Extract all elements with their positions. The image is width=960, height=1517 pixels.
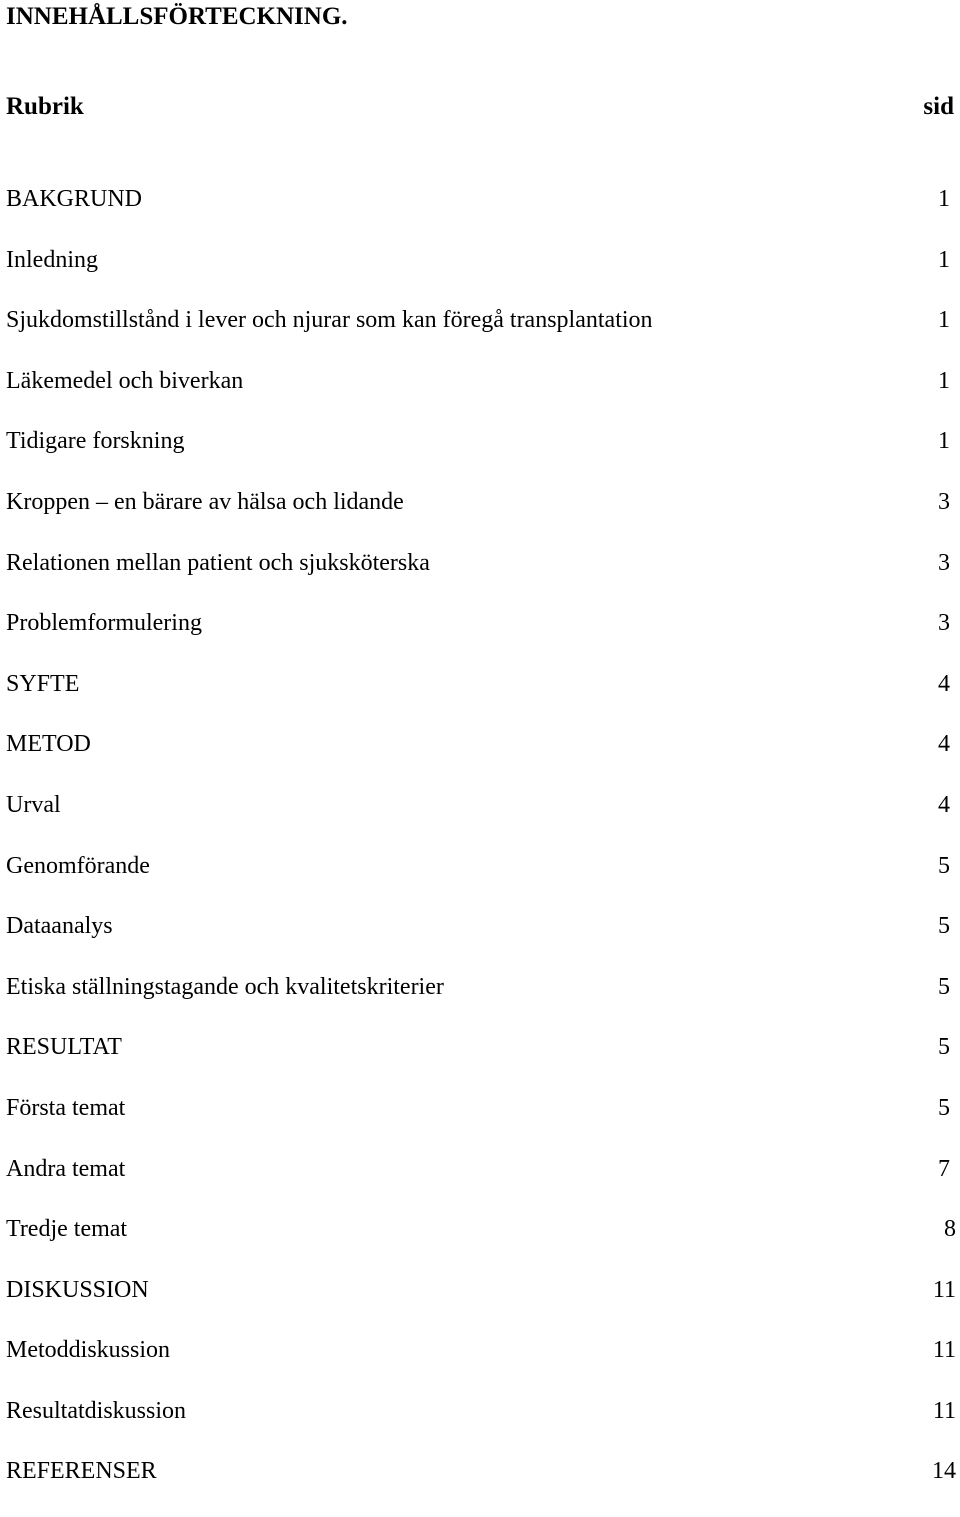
toc-entry-page: 4 [938, 731, 950, 758]
toc-entry-title: Inledning [6, 246, 98, 273]
toc-entry-page: 8 [944, 1216, 956, 1243]
toc-entry [6, 245, 956, 306]
toc-entry-title: BAKGRUND [6, 186, 143, 212]
toc-entry [6, 487, 956, 548]
toc-entry-title: Tredje temat [6, 1216, 128, 1243]
toc-entry [6, 426, 956, 487]
toc-entry [6, 911, 956, 972]
toc-entry [6, 1154, 956, 1215]
toc-entry [6, 851, 956, 912]
toc-entry [6, 1335, 956, 1396]
toc-entry-title: Etiska ställningstagande och kvalitetskriterier [6, 973, 444, 1000]
toc-entry-title: Metoddiskussion [6, 1337, 171, 1364]
toc-header [6, 92, 954, 122]
toc-entry-page: 1 [938, 246, 950, 273]
toc-entry-title: METOD [6, 731, 91, 758]
toc-entry-title: RESULTAT [6, 1034, 122, 1061]
toc-entry-page: 1 [938, 186, 950, 212]
toc-entry [6, 1275, 956, 1336]
toc-entry-page: 4 [938, 670, 950, 697]
toc-entry-title: Resultatdiskussion [6, 1397, 187, 1424]
toc-header-title-label: Rubrik [6, 93, 84, 120]
toc-entry-page: 1 [938, 367, 950, 394]
page-title: INNEHÅLLSFÖRTECKNING. [6, 3, 348, 30]
toc-entry-page: 3 [938, 549, 950, 576]
toc-entry [6, 729, 956, 790]
toc-entry [6, 1032, 956, 1093]
toc-entry-title: Genomförande [6, 852, 150, 879]
toc-entry-page: 1 [938, 307, 950, 334]
toc-entry-page: 7 [938, 1155, 950, 1182]
toc-header-page-label: sid [923, 93, 954, 120]
toc-entry-title: Andra temat [6, 1155, 126, 1182]
toc-entry-title: Tidigare forskning [6, 428, 185, 455]
toc-entry-page: 5 [938, 852, 950, 879]
toc-entry-page: 11 [932, 1397, 956, 1424]
toc-entry [6, 548, 956, 609]
toc-entry [6, 608, 956, 669]
toc-entry [6, 366, 956, 427]
toc-entry-title: Relationen mellan patient och sjuksköterska [6, 549, 430, 576]
toc-entry-page: 5 [938, 913, 950, 940]
toc-entry-title: Första temat [6, 1094, 126, 1121]
toc-entry-page: 5 [938, 1094, 950, 1121]
toc-entry-page: 4 [938, 791, 950, 818]
toc-entry [6, 1214, 956, 1275]
toc-entry [6, 790, 956, 851]
toc-entry-title: DISKUSSION [6, 1276, 149, 1303]
toc-entry-page: 11 [932, 1276, 956, 1303]
toc-entry [6, 972, 956, 1033]
toc-entry [6, 184, 956, 245]
toc-entry [6, 305, 956, 366]
toc-entry-page: 3 [938, 488, 950, 515]
toc-entry-title: Dataanalys [6, 913, 113, 940]
toc-entry [6, 669, 956, 730]
toc-entry [6, 1396, 956, 1457]
toc-entry-page: 1 [938, 428, 950, 455]
toc-entry-title: Urval [6, 791, 61, 818]
toc-entry-page: 11 [932, 1337, 956, 1364]
toc-entry-page: 3 [938, 610, 950, 637]
toc-entry-title: REFERENSER [6, 1458, 157, 1485]
toc-list [6, 184, 956, 1517]
toc-entry-title: Läkemedel och biverkan [6, 367, 244, 394]
toc-entry [6, 1093, 956, 1154]
toc-entry-title: Kroppen – en bärare av hälsa och lidande [6, 488, 404, 515]
toc-entry [6, 1456, 956, 1517]
toc-entry-title: Sjukdomstillstånd i lever och njurar som kan föregå transplantation [6, 307, 653, 334]
toc-entry-page: 5 [938, 973, 950, 1000]
toc-entry-title: SYFTE [6, 670, 80, 697]
toc-entry-title: Problemformulering [6, 610, 202, 637]
toc-entry-page: 5 [938, 1034, 950, 1061]
toc-entry-page: 14 [932, 1458, 956, 1485]
